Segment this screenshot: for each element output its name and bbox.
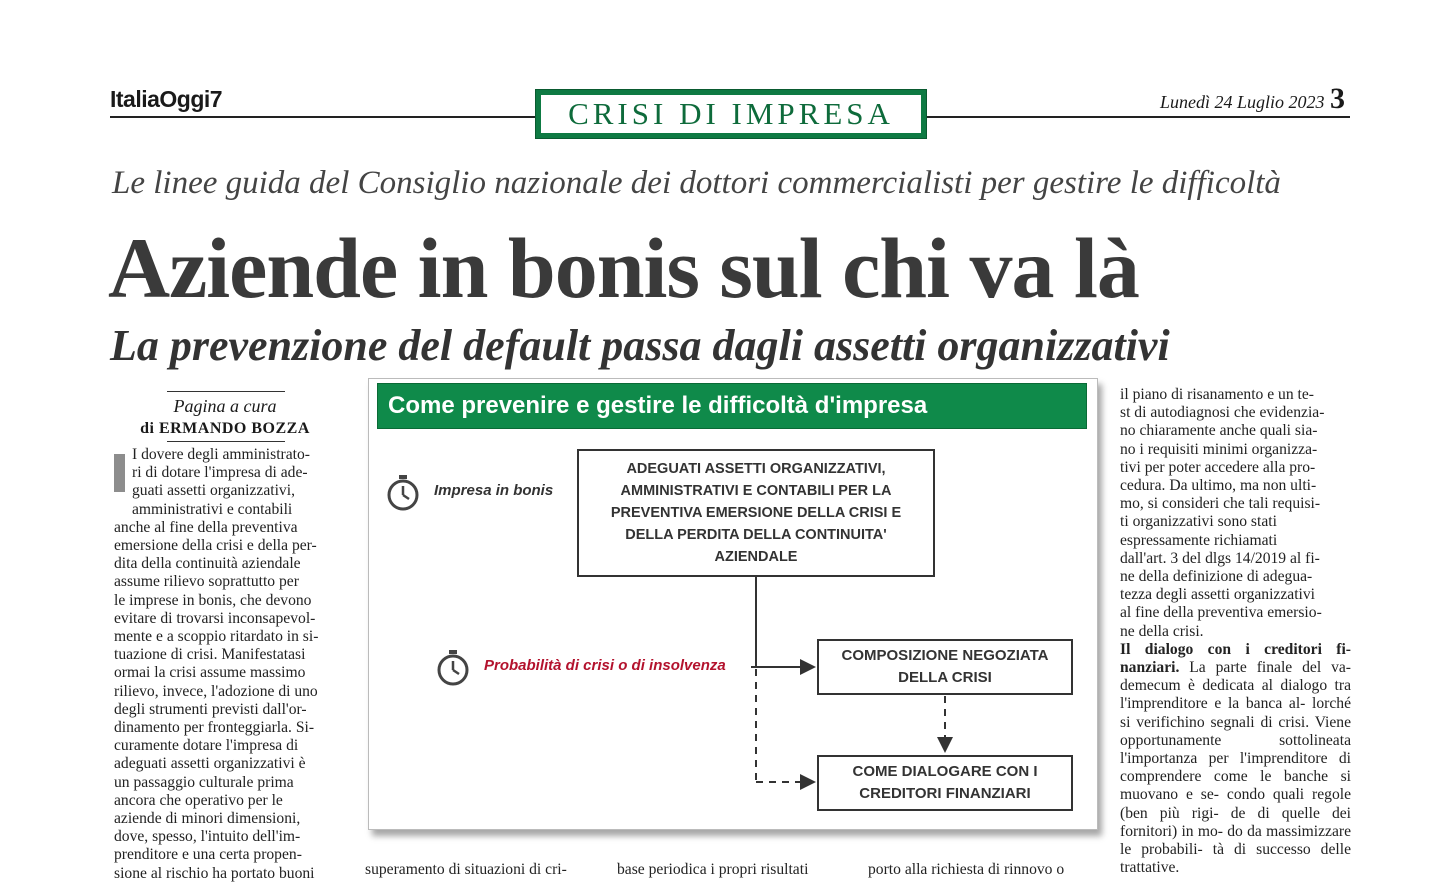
col1-line: prenditore e una certa propen- — [114, 846, 302, 864]
col4-line: no chiaramente anche quali sia- — [1120, 422, 1318, 440]
stopwatch-icon — [386, 474, 420, 512]
col1-line: le imprese in bonis, che devono — [114, 591, 312, 609]
col1-line: adeguati assetti organizzativi è — [114, 755, 306, 773]
infographic — [368, 378, 1098, 830]
col4-line: tivi per poter accedere alla pro- — [1120, 458, 1316, 476]
box-assetti-organizzativi: ADEGUATI ASSETTI ORGANIZZATIVI, AMMINISTRATIVI E CONTABILI PER LA PREVENTIVA EMERSIONE DELLA CRISI E DELLA PERDITA DELLA CONTINUITA' AZIENDALE — [577, 449, 935, 577]
issue-date: Lunedì 24 Luglio 2023 — [1160, 92, 1325, 112]
column-3-fragment: base periodica i propri risultati — [617, 861, 809, 878]
col4-paragraph — [1120, 641, 1351, 878]
col1-line: anche al fine della preventiva — [114, 518, 298, 536]
byline-author: di ERMANDO BOZZA — [140, 420, 310, 437]
col4-line: ne della definizione di adegua- — [1120, 568, 1313, 586]
col4-text: La parte finale del va- demecum è dedicata al dialogo tra l'imprenditore e la banca al- lorché si verifichino segnali di crisi. Viene opportunamente sottolineata l'importanza per l'imprenditore di comprendere come le banche si muovano e se- condo quali regole (ben più rigi- de di quelle dei fornitori) in mo- do da massimizzare le probabili- tà di successo delle trattative. — [1120, 659, 1351, 877]
col4-line: dall'art. 3 del dlgs 14/2019 al fi- — [1120, 549, 1320, 567]
col4-line: no i requisiti minimi organizza- — [1120, 440, 1318, 458]
col4-line: st di autodiagnosi che evidenzia- — [1120, 404, 1325, 422]
col4-line: cedura. Da ultimo, ma non ulti- — [1120, 477, 1317, 495]
infographic-title: Come prevenire e gestire le difficoltà d'impresa — [388, 392, 928, 419]
byline-rule-bottom — [167, 441, 285, 442]
newspaper-logo: ItaliaOggi7 — [110, 86, 223, 112]
byline-rule-top — [167, 391, 285, 392]
col1-line: amministrativi e contabili — [132, 500, 293, 518]
col1-line: aziende di minori dimensioni, — [114, 810, 301, 828]
article-kicker: Le linee guida del Consiglio nazionale dei dottori commercialisti per gestire le difficoltà — [112, 165, 1281, 201]
col1-line: curamente dotare l'impresa di — [114, 737, 299, 755]
col1-line: tuazione di crisi. Manifestatasi — [114, 646, 306, 664]
page-number: 3 — [1330, 82, 1345, 115]
col1-line: dita della continuità aziendale — [114, 555, 301, 573]
article-headline: Aziende in bonis sul chi va là — [108, 220, 1139, 316]
section-label: CRISI DI IMPRESA — [568, 96, 894, 131]
col1-line: ri di dotare l'impresa di ade- — [132, 464, 308, 482]
stage-label-bonis: Impresa in bonis — [434, 482, 554, 499]
article-column-4 — [1120, 386, 1351, 877]
col4-line: ne della crisi. — [1120, 622, 1204, 640]
byline-caption: Pagina a cura — [173, 396, 277, 416]
col1-line: emersione della crisi e della per- — [114, 537, 317, 555]
col1-line: mente e a scoppio ritardato in si- — [114, 628, 319, 646]
box-dialogo-creditori: COME DIALOGARE CON I CREDITORI FINANZIARI — [817, 755, 1073, 811]
col4-line: espressamente richiamati — [1120, 531, 1278, 549]
section-subhead: Il dialogo con i creditori fi- nanziari. — [1120, 640, 1351, 677]
col1-line: un passaggio culturale prima — [114, 773, 294, 791]
col4-line: ti organizzativi sono stati — [1120, 513, 1277, 531]
col1-line: evitare di trovarsi inconsapevol- — [114, 609, 316, 627]
col1-line: guati assetti organizzativi, — [132, 482, 295, 500]
col1-line: I dovere degli amministrato- — [132, 446, 310, 463]
col4-line: al fine della preventiva emersio- — [1120, 604, 1322, 622]
col4-line: mo, si consideri che tali requisi- — [1120, 495, 1321, 513]
stage-label-crisi: Probabilità di crisi o di insolvenza — [484, 657, 726, 674]
col4-line: il piano di risanamento e un te- — [1120, 386, 1315, 403]
box-composizione-negoziata: COMPOSIZIONE NEGOZIATA DELLA CRISI — [817, 639, 1073, 695]
col1-line: sione al rischio ha portato buoni — [114, 864, 315, 882]
col4-line: tezza degli assetti organizzativi — [1120, 586, 1315, 604]
article-column-1 — [114, 446, 342, 883]
col1-line: assume rilievo soprattutto per — [114, 573, 299, 591]
stopwatch-icon — [436, 649, 470, 687]
col1-line: dove, spesso, l'intuito dell'im- — [114, 828, 301, 846]
column-2-fragment: superamento di situazioni di cri- — [365, 861, 567, 878]
section-banner — [535, 89, 927, 139]
col1-line: rilievo, invece, l'adozione di uno — [114, 682, 318, 700]
col1-line: ormai la crisi assume massimo — [114, 664, 306, 682]
article-subheadline: La prevenzione del default passa dagli assetti organizzativi — [110, 321, 1170, 370]
col1-line: ancora che operativo per le — [114, 791, 283, 809]
col1-line: dinamento per fronteggiarla. Si- — [114, 719, 315, 737]
col1-line: degli strumenti previsti dall'or- — [114, 700, 307, 718]
column-3b-fragment: porto alla richiesta di rinnovo o — [868, 861, 1065, 878]
